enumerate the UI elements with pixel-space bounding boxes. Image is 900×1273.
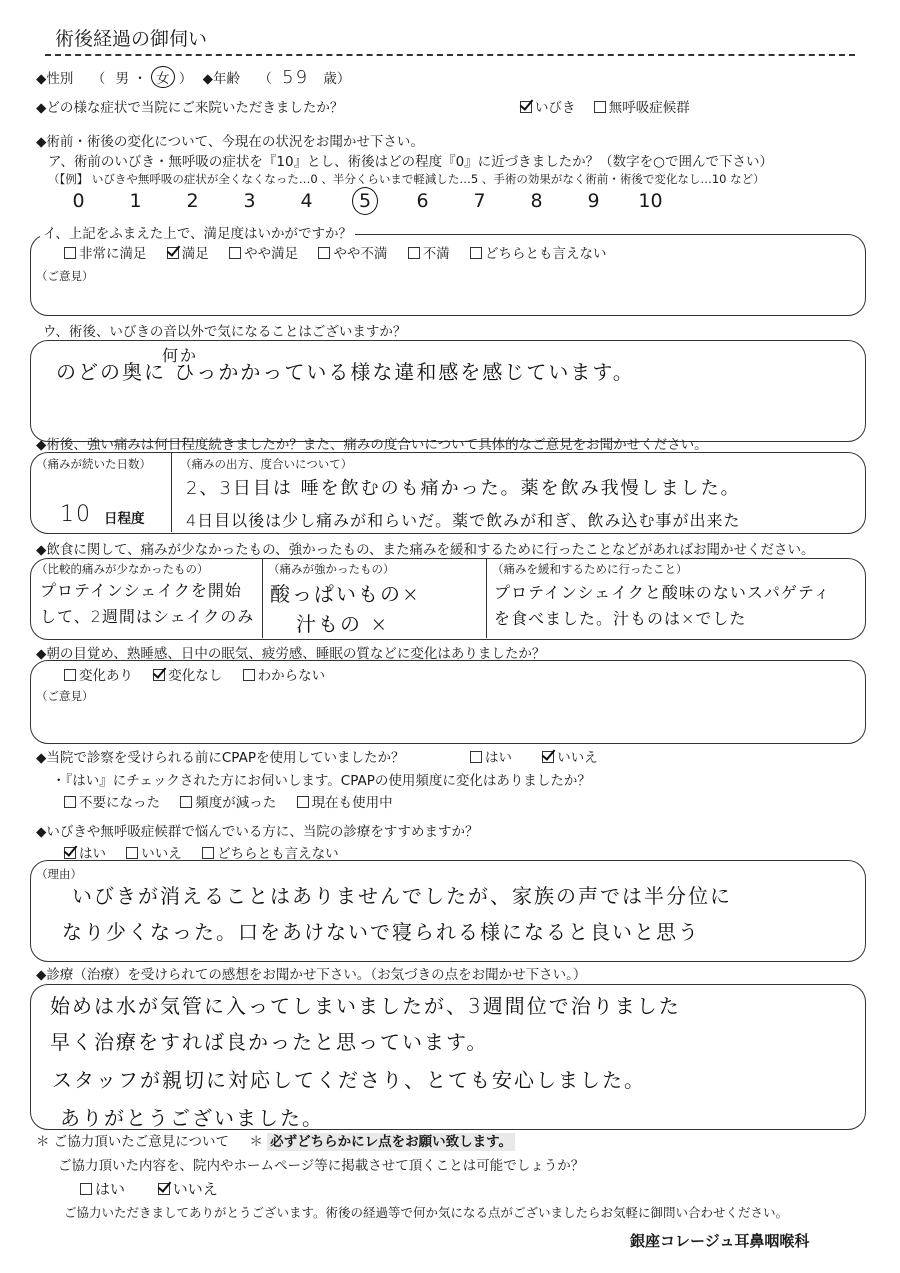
sex-option-female[interactable]: 女 (151, 66, 175, 88)
cpap-option-yes[interactable] (470, 750, 512, 766)
age-open-paren: （ (258, 71, 272, 87)
pain-divider (171, 452, 172, 532)
option-label: 現在も使用中 (311, 795, 393, 811)
consent-heading-left: ＊ ご協力頂いたご意見について (36, 1134, 230, 1150)
option-label: やや不満 (333, 246, 388, 262)
option-label: 非常に満足 (79, 246, 147, 262)
option-label: わからない (257, 668, 326, 684)
diet-relief-line-1[interactable]: プロテインシェイクと酸味のないスパゲティ (494, 583, 831, 602)
sex-close-paren: ） (178, 71, 193, 87)
consent-heading-bold: 必ずどちらかにレ点をお願い致します。 (267, 1133, 515, 1151)
cpap-sub-option-not-needed[interactable] (64, 795, 160, 811)
diet-less-line-1[interactable]: プロテインシェイクを開始 (40, 581, 242, 600)
checkbox-icon[interactable] (243, 669, 255, 681)
page-title: 術後経過の御伺い (55, 28, 208, 50)
checkbox-icon[interactable] (297, 796, 309, 808)
checkbox-icon[interactable] (594, 101, 606, 113)
satisfaction-option-very-satisfied[interactable] (64, 246, 147, 262)
scale-10[interactable]: 10 (638, 190, 663, 212)
change-example: （【例】 いびきや無呼吸の症状が全くなくなった…0 、半分くらいまで軽減した…5 、手術の効果がなく術前・術後で変化なし…10 など） (48, 172, 765, 186)
pain-detail-line-2[interactable]: 4日目以後は少し痛みが和らいだ。薬で飲みが和ぎ、飲み込む事が出来た (186, 511, 741, 530)
pain-days-label: （痛みが続いた日数） (36, 457, 151, 471)
checkbox-icon[interactable] (470, 751, 482, 763)
cpap-options (470, 746, 598, 766)
satisfaction-question: イ、上記をふまえた上で、満足度はいかがですか？ (40, 222, 355, 242)
recommend-reason-box (30, 860, 866, 962)
impression-line-3[interactable]: スタッフが親切に対応してくださり、とても安心しました。 (52, 1068, 646, 1092)
pain-detail-line-1[interactable]: 2、3日目は 唾を飲むのも痛かった。薬を飲み我慢しました。 (186, 478, 741, 499)
scale-9[interactable]: 9 (587, 190, 600, 212)
checkbox-icon[interactable] (64, 669, 76, 681)
diet-divider-1 (262, 558, 263, 638)
checkbox-checked-icon[interactable] (158, 1183, 170, 1195)
symptom-option-apnea[interactable] (594, 100, 690, 116)
footer-clinic-name: 銀座コレージュ耳鼻咽喉科 (630, 1232, 810, 1250)
scale-6[interactable]: 6 (416, 190, 429, 212)
symptom-option-snoring[interactable] (520, 100, 576, 116)
option-label: 頻度が減った (195, 795, 277, 811)
option-label: いいえ (172, 1180, 218, 1198)
change-scale (50, 187, 679, 215)
pain-detail-label: （痛みの出方、度合いについて） (180, 457, 353, 471)
checkbox-icon[interactable] (64, 796, 76, 808)
checkbox-checked-icon[interactable] (153, 669, 165, 681)
sleep-question: ◆朝の目覚め、熟睡感、日中の眠気、疲労感、睡眠の質などに変化はありましたか？ (36, 646, 546, 662)
checkbox-icon[interactable] (318, 247, 330, 259)
impression-line-4[interactable]: ありがとうございました。 (60, 1106, 324, 1130)
scale-0[interactable]: 0 (72, 190, 85, 212)
option-label: はい (79, 846, 106, 862)
satisfaction-option-satisfied[interactable] (167, 246, 209, 262)
option-label: どちらとも言えない (217, 846, 339, 862)
option-label: いいえ (141, 846, 182, 862)
checkbox-icon[interactable] (80, 1183, 92, 1195)
option-label: どちらとも言えない (484, 246, 607, 262)
cpap-sub-question: ・『はい』にチェックされた方にお伺いします。CPAPの使用頻度に変化はありましたか？ (52, 773, 591, 789)
diet-question: ◆飲食に関して、痛みが少なかったもの、強かったもの、また痛みを緩和するために行ったことなどがあればお聞かせください。 (36, 542, 815, 558)
checkbox-icon[interactable] (202, 847, 214, 859)
impression-line-2[interactable]: 早く治療をすれば良かったと思っています。 (50, 1030, 489, 1054)
satisfaction-opinion-label: （ご意見） (36, 269, 94, 283)
sleep-options (64, 664, 341, 684)
scale-4[interactable]: 4 (300, 190, 313, 212)
diet-strong-line-1[interactable]: 酸っぱいもの× (270, 582, 421, 606)
scale-3[interactable]: 3 (243, 190, 256, 212)
scale-2[interactable]: 2 (186, 190, 199, 212)
diet-divider-2 (486, 558, 487, 638)
pain-question: ◆術後、強い痛みは何日程度続きましたか？また、痛みの度合いについて具体的なご意見をお聞かせください。 (36, 437, 708, 453)
checkbox-checked-icon[interactable] (542, 751, 554, 763)
diet-less-line-2[interactable]: して、2週間はシェイクのみ (40, 607, 255, 626)
scale-8[interactable]: 8 (530, 190, 543, 212)
option-label: 不要になった (79, 795, 160, 811)
symptom-option-snoring-label: いびき (535, 100, 576, 116)
symptom-question: ◆どの様な症状で当院にご来院いただきましたか？ (36, 100, 344, 116)
option-label: 変化なし (168, 668, 223, 684)
checkbox-icon[interactable] (64, 247, 76, 259)
symptom-options (520, 96, 690, 116)
consent-option-yes[interactable] (80, 1180, 125, 1198)
option-label: 満足 (181, 246, 209, 262)
consent-option-no[interactable] (158, 1180, 218, 1198)
age-unit: 歳） (323, 71, 351, 87)
other-concern-insert[interactable]: 何か (162, 346, 199, 365)
diet-less-label: （比較的痛みが少なかったもの） (36, 562, 209, 576)
pain-days-unit: 日程度 (104, 511, 145, 527)
sleep-option-unknown[interactable] (243, 668, 326, 684)
scale-7[interactable]: 7 (473, 190, 486, 212)
satisfaction-option-neither[interactable] (470, 246, 607, 262)
satisfaction-option-somewhat-satisfied[interactable] (229, 246, 298, 262)
sleep-opinion-label: （ご意見） (36, 689, 94, 703)
consent-heading-star: ＊ (249, 1134, 263, 1150)
sex-option-male[interactable]: 男 (115, 71, 129, 87)
consent-heading (36, 1130, 515, 1150)
checkbox-icon[interactable] (126, 847, 138, 859)
footer-thanks: ご協力いただきましてありがとうございます。術後の経過等で何か気になる点がございましたらお気軽に御問い合わせください。 (64, 1205, 789, 1220)
symptom-option-apnea-label: 無呼吸症候群 (608, 100, 690, 116)
recommend-question: ◆いびきや無呼吸症候群で悩んでいる方に、当院の診療をすすめますか？ (36, 824, 479, 840)
option-label: いいえ (557, 750, 598, 766)
diet-relief-line-2[interactable]: を食べました。汁ものは×でした (494, 609, 747, 628)
checkbox-checked-icon[interactable] (167, 247, 179, 259)
recommend-reason-line-2[interactable]: なり少くなった。口をあけないで寝られる様になると良いと思う (62, 920, 700, 944)
option-label: はい (485, 750, 512, 766)
recommend-reason-label: （理由） (36, 867, 82, 881)
sex-row (36, 66, 350, 88)
cpap-sub-options (64, 791, 409, 811)
diet-strong-label: （痛みが強かったもの） (268, 562, 395, 576)
recommend-reason-line-1[interactable]: いびきが消えることはありませんでしたが、家族の声では半分位に (72, 884, 732, 908)
sleep-option-changed[interactable] (64, 668, 133, 684)
satisfaction-option-somewhat-dissatisfied[interactable] (318, 246, 387, 262)
checkbox-icon[interactable] (180, 796, 192, 808)
pain-days-value[interactable]: 10 (60, 502, 92, 527)
age-value[interactable]: 59 (282, 67, 310, 88)
other-concern-answer[interactable]: のどの奥に ひっかかっている様な違和感を感じています。 (56, 360, 635, 384)
sleep-option-no-change[interactable] (153, 668, 222, 684)
cpap-option-no[interactable] (542, 750, 598, 766)
checkbox-checked-icon[interactable] (520, 101, 532, 113)
option-label: やや満足 (244, 246, 299, 262)
checkbox-icon[interactable] (408, 247, 420, 259)
age-label: ◆年齢 (202, 71, 241, 87)
cpap-question: ◆当院で診察を受けられる前にCPAPを使用していましたか？ (36, 750, 405, 766)
sex-label: ◆性別 (36, 71, 74, 87)
scale-1[interactable]: 1 (129, 190, 142, 212)
option-label: はい (95, 1180, 126, 1198)
checkbox-icon[interactable] (470, 247, 482, 259)
satisfaction-option-dissatisfied[interactable] (408, 246, 450, 262)
impression-question: ◆診療（治療）を受けられての感想をお聞かせ下さい。（お気づきの点をお聞かせ下さい。） (36, 967, 587, 983)
satisfaction-options (64, 242, 622, 262)
other-concern-question: ウ、術後、いびきの音以外で気になることはございますか？ (40, 320, 409, 340)
cpap-sub-option-reduced[interactable] (180, 795, 276, 811)
option-label: 変化あり (79, 668, 133, 684)
sex-separator: ・ (133, 71, 147, 87)
impression-line-1[interactable]: 始めは水が気管に入ってしまいましたが、3週間位で治りました (50, 994, 681, 1018)
scale-5-selected[interactable]: 5 (352, 187, 378, 215)
change-question: ◆術前・術後の変化について、今現在の状況をお聞かせ下さい。 (36, 134, 424, 150)
change-sub-question: ア、術前のいびき・無呼吸の症状を『10』とし、術後はどの程度『0』に近づきましたか？（数字を○で囲んで下さい） (48, 154, 773, 170)
checkbox-checked-icon[interactable] (64, 847, 76, 859)
consent-options (80, 1178, 218, 1199)
sex-open-paren: （ (91, 71, 106, 87)
recommend-options (64, 842, 355, 862)
cpap-sub-option-still-using[interactable] (297, 795, 393, 811)
diet-strong-line-2[interactable]: 汁もの × (296, 612, 390, 636)
title-divider (45, 54, 855, 56)
consent-question: ご協力頂いた内容を、院内やホームページ等に掲載させて頂くことは可能でしょうか？ (58, 1158, 585, 1174)
option-label: 不満 (422, 246, 450, 262)
checkbox-icon[interactable] (229, 247, 241, 259)
diet-relief-label: （痛みを緩和するために行ったこと） (492, 562, 688, 576)
